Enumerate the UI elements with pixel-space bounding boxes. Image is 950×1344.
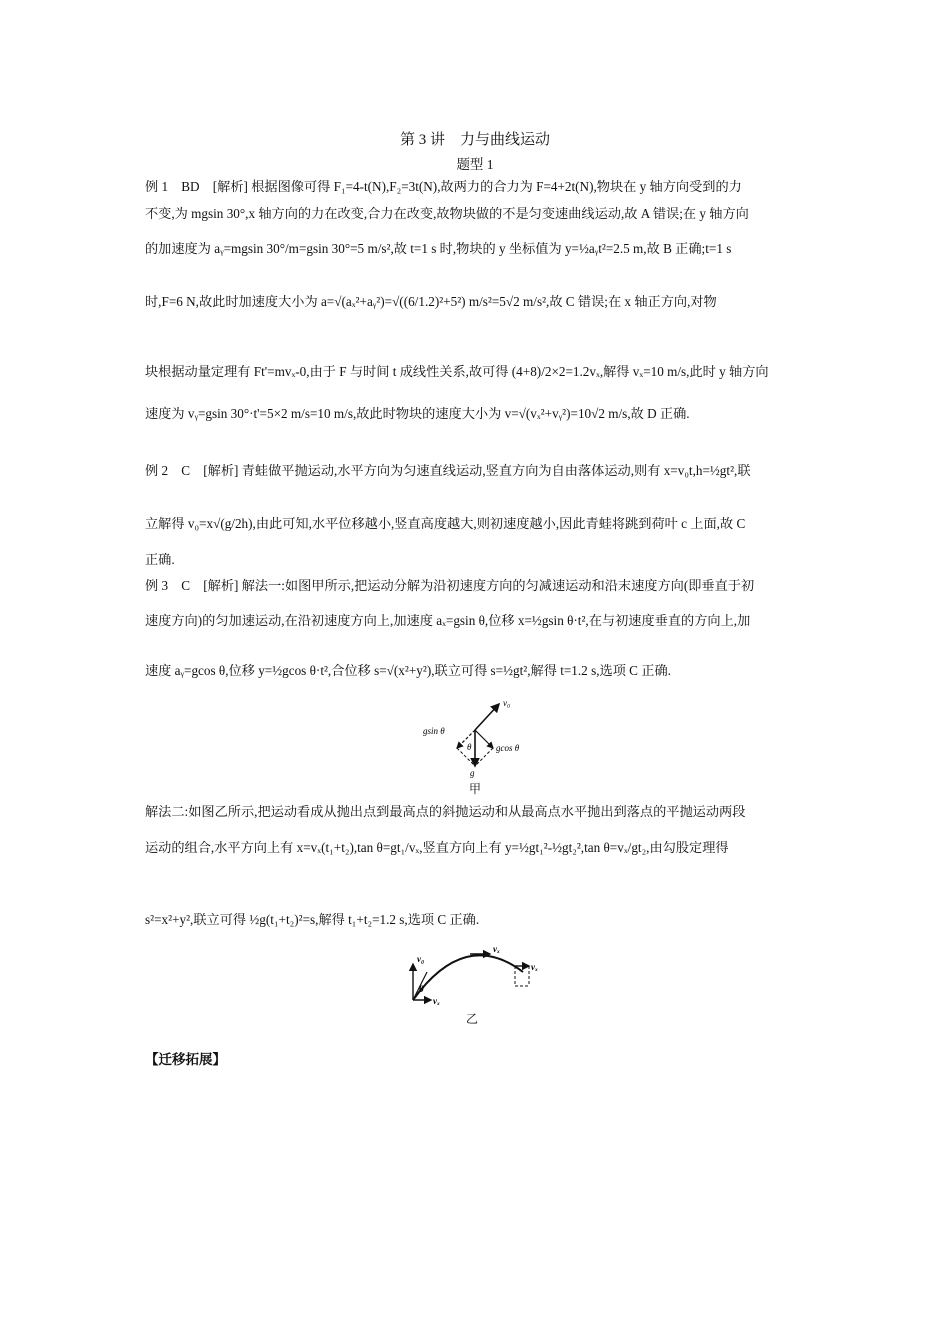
label-v0: v₀ — [503, 698, 511, 708]
text-line: 速度为 vᵧ=gsin 30°·t'=5×2 m/s=10 m/s,故此时物块的速度大小为 v=√(vₓ²+vᵧ²)=10√2 m/s,故 D 正确. — [145, 406, 690, 421]
trajectory-curve — [413, 955, 523, 1000]
figure-2-diagram — [405, 942, 545, 1008]
text-line: 的加速度为 aᵧ=mgsin 30°/m=gsin 30°=5 m/s²,故 t=1 s 时,物块的 y 坐标值为 y=½aᵧt²=2.5 m,故 B 正确;t=1 s — [145, 241, 732, 256]
text-line: 速度方向)的匀加速运动,在沿初速度方向上,加速度 aₓ=gsin θ,位移 x=½gsin θ·t²,在与初速度垂直的方向上,加 — [145, 613, 751, 628]
label-vx: vₓ — [493, 944, 501, 954]
gsin-arrow — [457, 730, 475, 748]
text-line: 例 2 C [解析] 青蛙做平抛运动,水平方向为匀速直线运动,竖直方向为自由落体运动,则有 x=v₀t,h=½gt²,联 — [145, 463, 751, 478]
label-gsin: gsin θ — [423, 726, 445, 736]
label-v0: v₀ — [417, 954, 425, 964]
label-theta: θ — [467, 742, 472, 752]
text-line: 例 3 C [解析] 解法一:如图甲所示,把运动分解为沿初速度方向的匀减速运动和沿末速度方向(即垂直于初 — [145, 578, 755, 593]
text-line: 速度 aᵧ=gcos θ,位移 y=½gcos θ·t²,合位移 s=√(x²+y²),联立可得 s=½gt²,解得 t=1.2 s,选项 C 正确. — [145, 663, 671, 678]
text-line: 解法二:如图乙所示,把运动看成从抛出点到最高点的斜抛运动和从最高点水平抛出到落点的平抛运动两段 — [145, 804, 746, 819]
text-line: 时,F=6 N,故此时加速度大小为 a=√(aₓ²+aᵧ²)=√((6/1.2)²+5²) m/s²=5√2 m/s²,故 C 错误;在 x 轴正方向,对物 — [145, 294, 717, 309]
text-line: s²=x²+y²,联立可得 ½g(t₁+t₂)²=s,解得 t₁+t₂=1.2 s,选项 C 正确. — [145, 912, 480, 927]
text-line: 不变,为 mgsin 30°,x 轴方向的力在改变,合力在改变,故物块做的不是匀变速曲线运动,故 A 错误;在 y 轴方向 — [145, 206, 749, 221]
label-theta: θ — [419, 984, 424, 994]
label-g: g — [470, 768, 475, 778]
figure-1-caption: 甲 — [468, 782, 481, 796]
text-line: 正确. — [145, 552, 175, 567]
dash-line — [475, 748, 493, 766]
v0-arrow — [475, 704, 499, 730]
label-vx: vₓ — [531, 962, 539, 972]
section-label: 【迁移拓展】 — [145, 1052, 226, 1067]
figure-2-caption: 乙 — [465, 1012, 478, 1026]
lecture-title: 第 3 讲 力与曲线运动 — [399, 132, 550, 148]
text-line: 块根据动量定理有 Ft'=mvₓ-0,由于 F 与时间 t 成线性关系,故可得 (4+8)/2×2=1.2vₓ,解得 vₓ=10 m/s,此时 y 轴方向 — [145, 364, 769, 379]
figure-1-diagram — [415, 694, 535, 784]
label-gcos: gcos θ — [496, 743, 520, 753]
text-line: 例 1 BD [解析] 根据图像可得 F₁=4-t(N),F₂=3t(N),故两力的合力为 F=4+2t(N),物块在 y 轴方向受到的力 — [145, 179, 742, 194]
text-line: 运动的组合,水平方向上有 x=vₓ(t₁+t₂),tan θ=gt₁/vₓ,竖直方向上有 y=½gt₁²-½gt₂²,tan θ=vₓ/gt₂,由勾股定理得 — [145, 840, 729, 855]
dash-line — [457, 748, 475, 766]
gcos-arrow — [475, 730, 493, 748]
text-line: 立解得 v₀=x√(g/2h),由此可知,水平位移越小,竖直高度越大,则初速度越小,因此青蛙将跳到荷叶 c 上面,故 C — [145, 516, 746, 531]
label-vx: vₓ — [433, 996, 441, 1006]
section-subtitle: 题型 1 — [456, 157, 494, 172]
